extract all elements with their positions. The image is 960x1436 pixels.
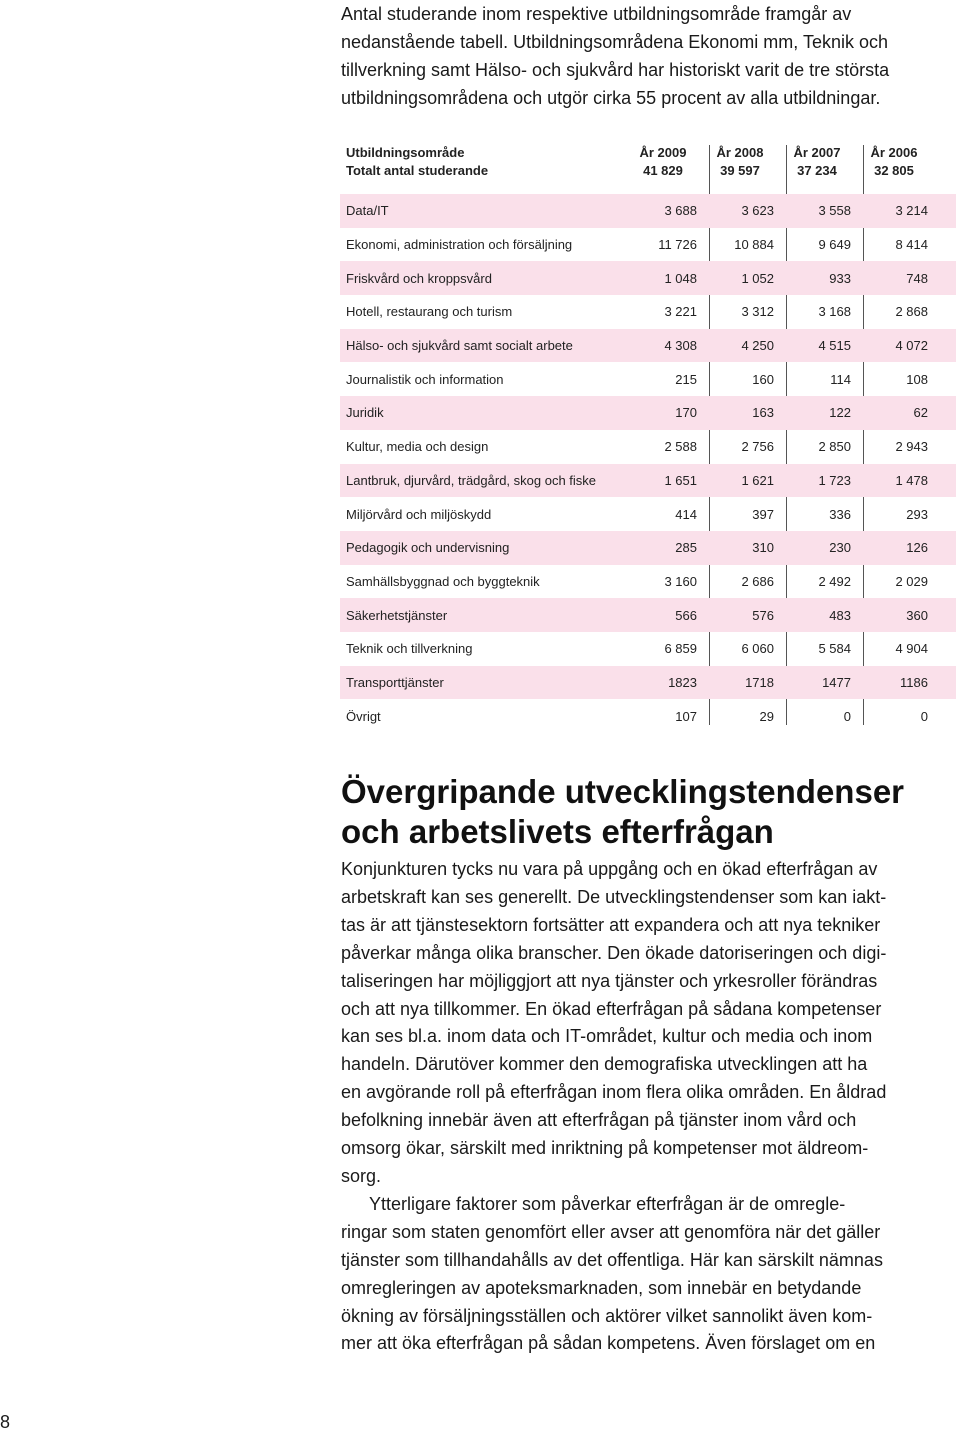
row-value: 3 688 bbox=[664, 203, 697, 219]
body-line: omregleringen av apoteksmarknaden, som innebär en betydande bbox=[341, 1277, 862, 1298]
row-value: 2 686 bbox=[741, 573, 774, 589]
row-value: 4 072 bbox=[895, 338, 928, 354]
row-value: 122 bbox=[829, 405, 851, 421]
section-heading bbox=[341, 772, 904, 852]
body-line: en avgörande roll på efterfrågan inom flera olika områden. En åldrad bbox=[341, 1082, 887, 1103]
body-line: kan ses bl.a. inom data och IT-området, kultur och media och inom bbox=[341, 1026, 873, 1047]
table-row bbox=[340, 699, 956, 733]
row-value: 1 621 bbox=[741, 472, 774, 488]
row-label: Samhällsbyggnad och byggteknik bbox=[346, 573, 540, 589]
table-row bbox=[340, 464, 956, 498]
row-value: 108 bbox=[906, 371, 928, 387]
heading-line: och arbetslivets efterfrågan bbox=[341, 813, 774, 850]
row-value: 285 bbox=[675, 540, 697, 556]
body-line: tjänster som tillhandahålls av det offentliga. Här kan särskilt nämnas bbox=[341, 1249, 883, 1270]
row-label: Kultur, media och design bbox=[346, 439, 489, 455]
row-value: 8 414 bbox=[895, 237, 928, 253]
body-line: Ytterligare faktorer som påverkar efterfrågan är de omregle- bbox=[369, 1193, 846, 1214]
row-value: 1 723 bbox=[818, 472, 851, 488]
row-value: 2 492 bbox=[818, 573, 851, 589]
table-row bbox=[340, 295, 956, 329]
header-year-cell bbox=[706, 144, 783, 180]
row-label: Juridik bbox=[346, 405, 384, 421]
body-line: Konjunkturen tycks nu vara på uppgång och en ökad efterfrågan av bbox=[341, 859, 878, 879]
body-line: handeln. Därutöver kommer den demografiska utvecklingen att ha bbox=[341, 1054, 868, 1075]
header-year-cell bbox=[629, 144, 706, 180]
table-row bbox=[340, 632, 956, 666]
row-value: 1 651 bbox=[664, 472, 697, 488]
row-value: 1823 bbox=[668, 674, 697, 690]
row-value: 310 bbox=[752, 540, 774, 556]
body-line: befolkning innebär även att efterfrågan på tjänster inom vård och bbox=[341, 1110, 857, 1131]
row-value: 4 250 bbox=[741, 338, 774, 354]
row-value: 215 bbox=[675, 371, 697, 387]
header-year-cell bbox=[783, 144, 860, 180]
table-row bbox=[340, 396, 956, 430]
row-value: 62 bbox=[913, 405, 928, 421]
row-value: 10 884 bbox=[734, 237, 774, 253]
row-value: 0 bbox=[843, 708, 851, 724]
body-line: och att nya tillkommer. En ökad efterfrågan på sådana kompetenser bbox=[341, 998, 882, 1019]
row-value: 163 bbox=[752, 405, 774, 421]
intro-line: utbildningsområdena och utgör cirka 55 procent av alla utbildningar. bbox=[341, 88, 881, 108]
row-label: Data/IT bbox=[346, 203, 389, 219]
row-value: 29 bbox=[759, 708, 774, 724]
row-value: 1718 bbox=[745, 674, 774, 690]
table-row bbox=[340, 261, 956, 295]
row-value: 2 588 bbox=[664, 439, 697, 455]
row-label: Miljörvård och miljöskydd bbox=[346, 506, 492, 522]
row-value: 160 bbox=[752, 371, 774, 387]
header-label-cell bbox=[340, 144, 629, 180]
table-row bbox=[340, 497, 956, 531]
row-label: Säkerhetstjänster bbox=[346, 607, 448, 623]
table-row bbox=[340, 194, 956, 228]
row-value: 5 584 bbox=[818, 641, 851, 657]
row-value: 3 214 bbox=[895, 203, 928, 219]
header-spacer bbox=[340, 178, 956, 194]
row-value: 1 052 bbox=[741, 270, 774, 286]
row-label: Friskvård och kroppsvård bbox=[346, 270, 492, 286]
year-label: År 2007 bbox=[793, 145, 841, 160]
year-label: År 2008 bbox=[716, 145, 764, 160]
row-value: 576 bbox=[752, 607, 774, 623]
row-value: 1477 bbox=[822, 674, 851, 690]
table-row bbox=[340, 430, 956, 464]
row-value: 414 bbox=[675, 506, 697, 522]
row-value: 566 bbox=[675, 607, 697, 623]
year-total: 39 597 bbox=[720, 163, 760, 178]
body-line: ökning av försäljningsställen och aktörer vilket sannolikt även kom- bbox=[341, 1305, 873, 1326]
table-row bbox=[340, 329, 956, 363]
table-row bbox=[340, 666, 956, 700]
row-value: 3 221 bbox=[664, 304, 697, 320]
header-total-label: Totalt antal studerande bbox=[346, 163, 489, 178]
table-row bbox=[340, 565, 956, 599]
row-label: Övrigt bbox=[346, 708, 381, 724]
heading-line: Övergripande utvecklingstendenser bbox=[341, 773, 905, 810]
body-line: mer att öka efterfrågan på sådan kompetens. Även förslaget om en bbox=[341, 1333, 876, 1354]
body-line: ringar som staten genomfört eller avser att genomföra när det gäller bbox=[341, 1221, 881, 1242]
row-value: 1 478 bbox=[895, 472, 928, 488]
row-value: 360 bbox=[906, 607, 928, 623]
row-value: 6 859 bbox=[664, 641, 697, 657]
row-label: Lantbruk, djurvård, trädgård, skog och fiske bbox=[346, 472, 597, 488]
intro-paragraph bbox=[341, 0, 960, 112]
row-value: 748 bbox=[906, 270, 928, 286]
row-value: 4 904 bbox=[895, 641, 928, 657]
row-label: Pedagogik och undervisning bbox=[346, 540, 510, 556]
body-line: omsorg ökar, särskilt med inriktning på kompetenser mot äldreom- bbox=[341, 1138, 869, 1159]
row-value: 107 bbox=[675, 708, 697, 724]
students-table bbox=[340, 140, 956, 733]
row-value: 11 726 bbox=[658, 237, 697, 253]
intro-line: nedanstående tabell. Utbildningsområdena Ekonomi mm, Teknik och bbox=[341, 32, 888, 52]
table-row bbox=[340, 228, 956, 262]
body-line: tas är att tjänstesektorn fortsätter att expandera och att nya tekniker bbox=[341, 914, 881, 935]
row-value: 2 850 bbox=[818, 439, 851, 455]
year-total: 41 829 bbox=[643, 163, 683, 178]
row-value: 483 bbox=[829, 607, 851, 623]
year-label: År 2009 bbox=[639, 145, 687, 160]
intro-line: tillverkning samt Hälso- och sjukvård har historiskt varit de tre största bbox=[341, 60, 890, 80]
row-value: 0 bbox=[920, 708, 928, 724]
body-paragraphs bbox=[341, 856, 960, 1358]
row-value: 126 bbox=[906, 540, 928, 556]
body-line: taliseringen har möjliggjort att nya tjänster och yrkesroller förändras bbox=[341, 970, 878, 991]
row-value: 2 868 bbox=[895, 304, 928, 320]
row-value: 3 168 bbox=[818, 304, 851, 320]
year-total: 32 805 bbox=[874, 163, 914, 178]
row-value: 3 312 bbox=[741, 304, 774, 320]
row-value: 933 bbox=[829, 270, 851, 286]
row-value: 1186 bbox=[900, 674, 928, 690]
row-value: 2 029 bbox=[895, 573, 928, 589]
body-line: arbetskraft kan ses generellt. De utvecklingstendenser som kan iakt- bbox=[341, 886, 887, 907]
row-value: 336 bbox=[829, 506, 851, 522]
body-line: sorg. bbox=[341, 1165, 382, 1186]
row-value: 3 160 bbox=[664, 573, 697, 589]
row-value: 3 558 bbox=[818, 203, 851, 219]
row-label: Teknik och tillverkning bbox=[346, 641, 473, 657]
year-label: År 2006 bbox=[870, 145, 918, 160]
row-value: 3 623 bbox=[741, 203, 774, 219]
row-value: 2 943 bbox=[895, 439, 928, 455]
row-value: 114 bbox=[830, 371, 851, 387]
row-value: 397 bbox=[752, 506, 774, 522]
row-value: 6 060 bbox=[741, 641, 774, 657]
row-label: Transporttjänster bbox=[346, 674, 444, 690]
row-value: 230 bbox=[829, 540, 851, 556]
row-value: 4 515 bbox=[818, 338, 851, 354]
row-value: 1 048 bbox=[664, 270, 697, 286]
page-number: 8 bbox=[0, 1412, 11, 1432]
row-label: Journalistik och information bbox=[346, 371, 504, 387]
header-year-cell bbox=[860, 144, 937, 180]
table-row bbox=[340, 531, 956, 565]
header-area-label: Utbildningsområde bbox=[346, 145, 465, 160]
body-line: påverkar många olika branscher. Den ökade datoriseringen och digi- bbox=[341, 942, 887, 963]
row-value: 4 308 bbox=[664, 338, 697, 354]
row-value: 2 756 bbox=[741, 439, 774, 455]
row-label: Hotell, restaurang och turism bbox=[346, 304, 513, 320]
row-label: Ekonomi, administration och försäljning bbox=[346, 237, 573, 253]
table-body bbox=[340, 194, 956, 733]
row-value: 293 bbox=[906, 506, 928, 522]
row-value: 170 bbox=[675, 405, 697, 421]
row-value: 9 649 bbox=[818, 237, 851, 253]
table-header bbox=[340, 140, 956, 178]
table-row bbox=[340, 598, 956, 632]
year-total: 37 234 bbox=[797, 163, 837, 178]
table-row bbox=[340, 362, 956, 396]
intro-line: Antal studerande inom respektive utbildningsområde framgår av bbox=[341, 4, 852, 24]
row-label: Hälso- och sjukvård samt socialt arbete bbox=[346, 338, 573, 354]
